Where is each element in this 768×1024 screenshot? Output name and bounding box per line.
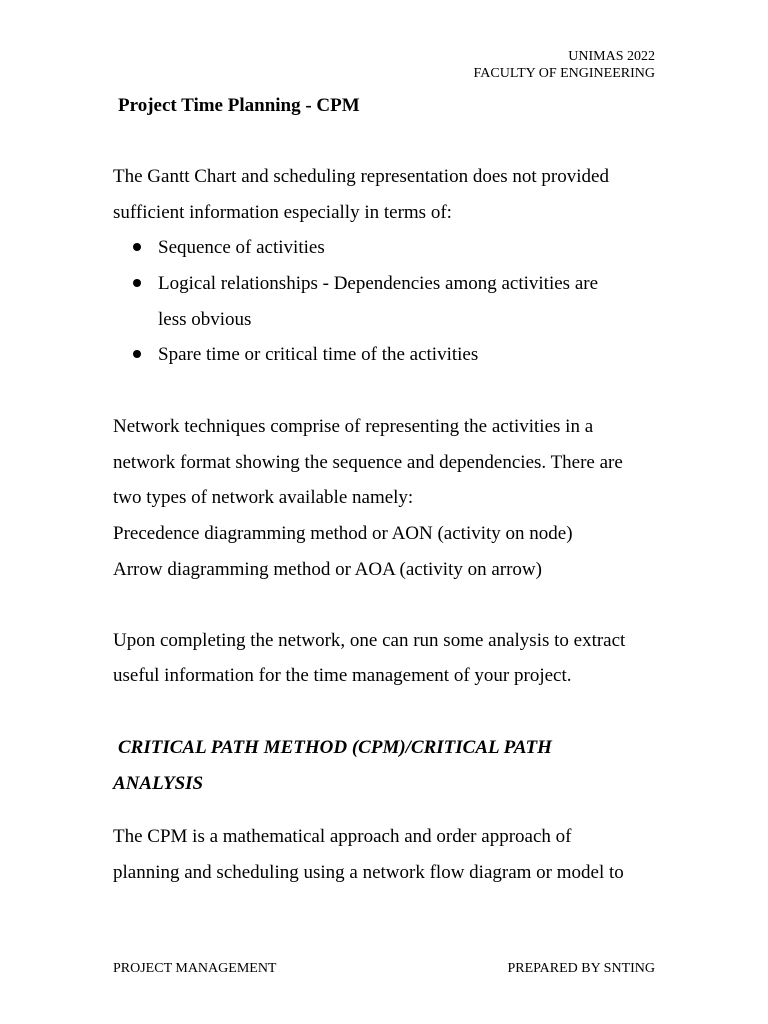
bullet-dot-icon (133, 243, 141, 251)
network-line-1: Network techniques comprise of representing the activities in a (113, 416, 594, 437)
network-line-aon: Precedence diagramming method or AON (activity on node) (113, 523, 573, 544)
bullet-dot-icon (133, 279, 141, 287)
bullet-item-2-line-2: less obvious (158, 309, 252, 330)
network-line-2: network format showing the sequence and dependencies. There are (113, 452, 623, 473)
intro-line-2: sufficient information especially in terms of: (113, 202, 452, 223)
bullet-item-3: Spare time or critical time of the activities (158, 344, 479, 365)
analysis-line-2: useful information for the time management of your project. (113, 665, 572, 686)
footer-course: PROJECT MANAGEMENT (113, 961, 277, 976)
intro-line-1: The Gantt Chart and scheduling representation does not provided (113, 166, 609, 187)
cpm-text-line-1: The CPM is a mathematical approach and order approach of (113, 826, 572, 847)
analysis-line-1: Upon completing the network, one can run some analysis to extract (113, 630, 626, 651)
cpm-heading-line-1: CRITICAL PATH METHOD (CPM)/CRITICAL PATH (118, 737, 552, 758)
header-institution: UNIMAS 2022 (568, 49, 655, 64)
page-title: Project Time Planning - CPM (118, 95, 360, 116)
header-faculty: FACULTY OF ENGINEERING (473, 66, 655, 81)
network-line-aoa: Arrow diagramming method or AOA (activity on arrow) (113, 559, 542, 580)
bullet-item-1: Sequence of activities (158, 237, 325, 258)
bullet-item-2-line-1: Logical relationships - Dependencies among activities are (158, 273, 599, 294)
bullet-dot-icon (133, 350, 141, 358)
cpm-heading-line-2: ANALYSIS (113, 773, 204, 794)
network-line-3: two types of network available namely: (113, 487, 414, 508)
cpm-text-line-2: planning and scheduling using a network flow diagram or model to (113, 862, 624, 883)
footer-author: PREPARED BY SNTING (507, 961, 655, 976)
